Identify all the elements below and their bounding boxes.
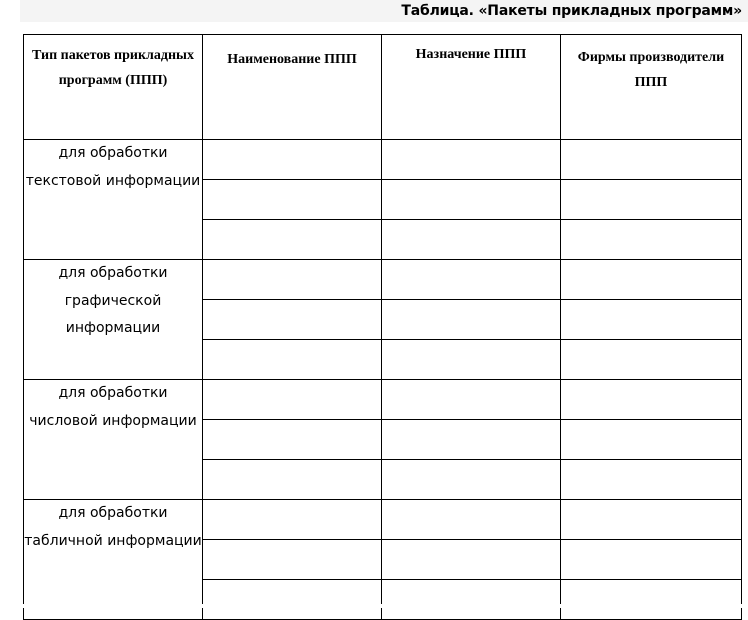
cell-vendor[interactable]	[561, 540, 742, 580]
cell-vendor[interactable]	[561, 300, 742, 340]
cell-purpose[interactable]	[382, 500, 561, 540]
header-row	[24, 35, 742, 140]
cell-name[interactable]	[203, 300, 382, 340]
cell-name[interactable]	[203, 340, 382, 380]
cell-name[interactable]	[203, 420, 382, 460]
cell-vendor[interactable]	[561, 180, 742, 220]
cell-vendor[interactable]	[561, 140, 742, 180]
cell-purpose[interactable]	[382, 420, 561, 460]
type-spreadsheet-processing: для обработки табличной информации	[24, 500, 203, 620]
header-vendors: Фирмы производители ППП	[561, 35, 742, 140]
cell-purpose[interactable]	[382, 540, 561, 580]
cell-purpose[interactable]	[382, 380, 561, 420]
cell-name[interactable]	[203, 500, 382, 540]
table-row	[24, 380, 742, 420]
type-text-processing: для обработки текстовой информации	[24, 140, 203, 260]
cell-vendor[interactable]	[561, 460, 742, 500]
cell-name[interactable]	[203, 180, 382, 220]
cell-purpose[interactable]	[382, 140, 561, 180]
cell-purpose[interactable]	[382, 220, 561, 260]
cell-purpose[interactable]	[382, 340, 561, 380]
cell-name[interactable]	[203, 460, 382, 500]
table-caption: Таблица. «Пакеты прикладных программ»	[401, 3, 742, 19]
table-row	[24, 500, 742, 540]
cell-vendor[interactable]	[561, 340, 742, 380]
cell-vendor[interactable]	[561, 380, 742, 420]
page-bottom-edge	[0, 604, 748, 608]
cell-name[interactable]	[203, 580, 382, 620]
cell-name[interactable]	[203, 380, 382, 420]
cell-name[interactable]	[203, 540, 382, 580]
type-numeric-processing: для обработки числовой информации	[24, 380, 203, 500]
software-packages-table	[23, 34, 742, 620]
cell-purpose[interactable]	[382, 260, 561, 300]
cell-vendor[interactable]	[561, 580, 742, 620]
cell-name[interactable]	[203, 220, 382, 260]
header-name: Наименование ППП	[203, 35, 382, 140]
type-graphics-processing: для обработки графической информации	[24, 260, 203, 380]
cell-vendor[interactable]	[561, 260, 742, 300]
cell-name[interactable]	[203, 140, 382, 180]
cell-vendor[interactable]	[561, 420, 742, 460]
header-type: Тип пакетов прикладных программ (ППП)	[24, 35, 203, 140]
table-row	[24, 260, 742, 300]
cell-vendor[interactable]	[561, 500, 742, 540]
header-purpose: Назначение ППП	[382, 35, 561, 140]
table-row	[24, 140, 742, 180]
cell-purpose[interactable]	[382, 300, 561, 340]
cell-purpose[interactable]	[382, 180, 561, 220]
cell-purpose[interactable]	[382, 460, 561, 500]
cell-vendor[interactable]	[561, 220, 742, 260]
cell-name[interactable]	[203, 260, 382, 300]
cell-purpose[interactable]	[382, 580, 561, 620]
